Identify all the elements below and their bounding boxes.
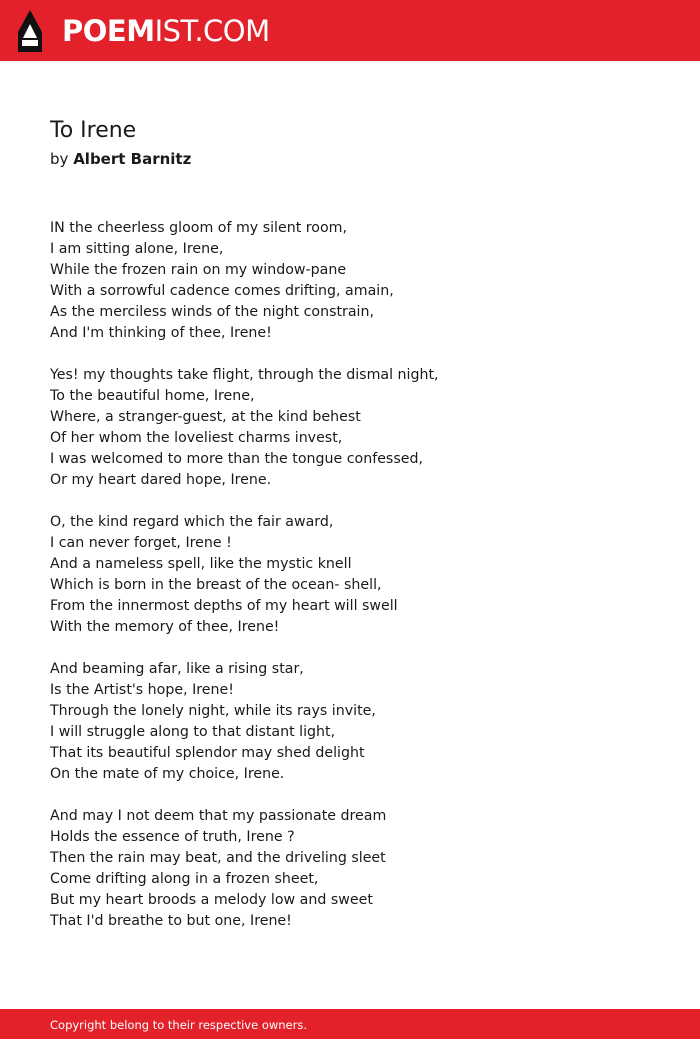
poem-line: Through the lonely night, while its rays invite,	[50, 703, 376, 719]
author-name: Albert Barnitz	[73, 150, 192, 168]
poem-line: And may I not deem that my passionate dream	[50, 808, 387, 824]
poem-line: And a nameless spell, like the mystic knell	[50, 556, 352, 572]
poem-line: With a sorrowful cadence comes drifting, amain,	[50, 283, 394, 299]
poem-line: As the merciless winds of the night constrain,	[50, 304, 374, 320]
poem-line: Or my heart dared hope, Irene.	[50, 472, 272, 488]
site-footer	[0, 1009, 700, 1039]
poem-stanza	[50, 365, 650, 491]
poem-line: I am sitting alone, Irene,	[50, 241, 224, 257]
poem-line: Holds the essence of truth, Irene ?	[50, 829, 295, 845]
brand-light: IST.COM	[154, 14, 270, 48]
poem-line: To the beautiful home, Irene,	[50, 388, 255, 404]
poem-line: Of her whom the loveliest charms invest,	[50, 430, 343, 446]
pencil-tip-icon[interactable]	[18, 10, 42, 52]
site-logo-text[interactable]	[62, 11, 270, 51]
poem-line: I was welcomed to more than the tongue confessed,	[50, 451, 423, 467]
poem-line: That its beautiful splendor may shed delight	[50, 745, 365, 761]
poem-line: From the innermost depths of my heart will swell	[50, 598, 398, 614]
poem-line: IN the cheerless gloom of my silent room,	[50, 220, 347, 236]
poem-line: Which is born in the breast of the ocean- shell,	[50, 577, 382, 593]
poem-stanza	[50, 806, 650, 932]
poem-line: Yes! my thoughts take flight, through the dismal night,	[50, 367, 439, 383]
brand-bold: POEM	[62, 14, 155, 48]
poem-line: With the memory of thee, Irene!	[50, 619, 280, 635]
by-label: by	[50, 150, 69, 168]
poem-stanza	[50, 218, 650, 344]
poem-stanza	[50, 512, 650, 638]
poem-line: I will struggle along to that distant light,	[50, 724, 336, 740]
poem-line: And I'm thinking of thee, Irene!	[50, 325, 272, 341]
poem-line: Where, a stranger-guest, at the kind behest	[50, 409, 361, 425]
copyright-text: Copyright belong to their respective owners.	[50, 1018, 308, 1032]
poem-line: Then the rain may beat, and the driveling sleet	[50, 850, 386, 866]
poem-line: I can never forget, Irene !	[50, 535, 232, 551]
poem-line: Is the Artist's hope, Irene!	[50, 682, 234, 698]
site-header	[0, 0, 700, 61]
poem-line: And beaming afar, like a rising star,	[50, 661, 304, 677]
byline	[50, 148, 191, 170]
poem-body	[50, 218, 650, 953]
poem-line: That I'd breathe to but one, Irene!	[50, 913, 292, 929]
poem-line: But my heart broods a melody low and sweet	[50, 892, 373, 908]
poem-line: O, the kind regard which the fair award,	[50, 514, 334, 530]
poem-line: Come drifting along in a frozen sheet,	[50, 871, 319, 887]
poem-line: On the mate of my choice, Irene.	[50, 766, 285, 782]
poem-title: To Irene	[50, 118, 137, 143]
poem-stanza	[50, 659, 650, 785]
poem-line: While the frozen rain on my window-pane	[50, 262, 347, 278]
